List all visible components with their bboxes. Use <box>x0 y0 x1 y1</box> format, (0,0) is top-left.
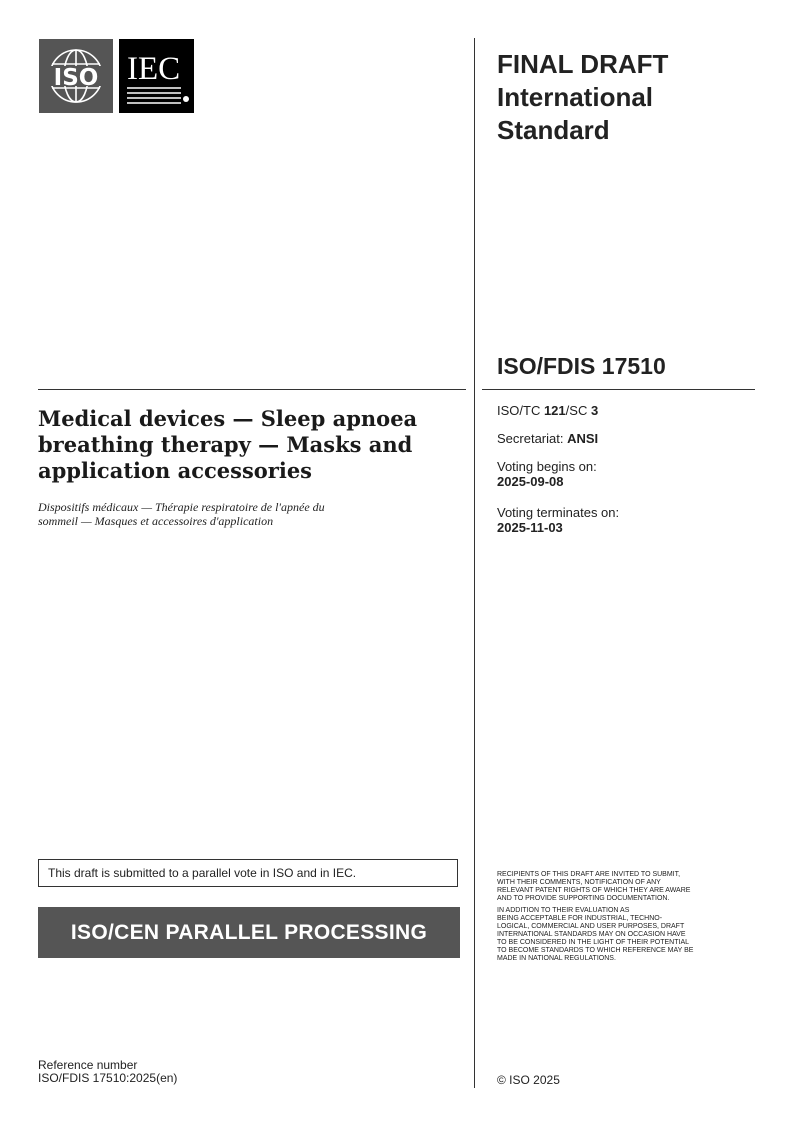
tc-number: 121 <box>543 403 566 418</box>
final-draft-line-3: Standard <box>497 115 610 145</box>
reference-number <box>38 1059 177 1085</box>
reference-value: ISO/FDIS 17510:2025(en) <box>38 1071 178 1085</box>
voting-terminates <box>497 505 619 535</box>
reference-label: Reference number <box>38 1058 138 1072</box>
vertical-divider <box>474 38 475 1088</box>
voting-begins-date: 2025-09-08 <box>497 474 564 489</box>
iso-logo-text: ISO <box>53 65 99 91</box>
tc-prefix: ISO/TC <box>497 403 544 418</box>
french-title-line-1: Dispositifs médicaux — Thérapie respiratoire de l'apnée du <box>38 500 325 514</box>
notice-line: TO BECOME STANDARDS TO WHICH REFERENCE MAY BE <box>497 947 694 954</box>
notice-line: RELEVANT PATENT RIGHTS OF WHICH THEY ARE AWARE <box>497 887 691 894</box>
iso-logo <box>39 39 113 113</box>
standard-number: ISO/FDIS 17510 <box>497 353 666 379</box>
notice-line: INTERNATIONAL STANDARDS MAY ON OCCASION HAVE <box>497 931 686 938</box>
notice-line: LOGICAL, COMMERCIAL AND USER PURPOSES, DRAFT <box>497 923 685 930</box>
notice-line: TO BE CONSIDERED IN THE LIGHT OF THEIR POTENTIAL <box>497 939 690 946</box>
sc-number: 3 <box>590 403 599 418</box>
parallel-vote-note: This draft is submitted to a parallel vote in ISO and in IEC. <box>38 859 458 887</box>
iec-logo <box>119 39 194 113</box>
secretariat <box>497 431 598 446</box>
parallel-processing-banner: ISO/CEN PARALLEL PROCESSING <box>38 907 460 958</box>
notice-line: WITH THEIR COMMENTS, NOTIFICATION OF ANY <box>497 879 661 886</box>
notice-line: AND TO PROVIDE SUPPORTING DOCUMENTATION. <box>497 895 670 902</box>
right-divider <box>482 389 755 390</box>
notice-line: MADE IN NATIONAL REGULATIONS. <box>497 955 616 962</box>
iso-globe-icon <box>39 39 113 113</box>
document-title <box>38 406 448 484</box>
secretariat-label: Secretariat: <box>497 431 568 446</box>
voting-terminates-label: Voting terminates on: <box>497 505 620 520</box>
notice-line: RECIPIENTS OF THIS DRAFT ARE INVITED TO SUBMIT, <box>497 871 681 878</box>
french-title <box>38 500 458 528</box>
voting-begins <box>497 459 597 489</box>
sc-prefix: /SC <box>565 403 591 418</box>
voting-terminates-date: 2025-11-03 <box>497 520 563 535</box>
technical-committee <box>497 403 598 418</box>
title-line-2: breathing therapy — Masks and <box>38 432 413 457</box>
recipients-notice <box>497 871 757 967</box>
french-title-line-2: sommeil — Masques et accessoires d'application <box>38 514 274 528</box>
iec-logo-text: IEC <box>127 51 181 87</box>
final-draft-line-2: International <box>497 82 654 112</box>
notice-paragraph-1 <box>497 871 757 903</box>
title-line-3: application accessories <box>38 458 313 483</box>
title-line-1: Medical devices — Sleep apnoea <box>38 406 418 431</box>
notice-paragraph-2 <box>497 907 757 963</box>
copyright: © ISO 2025 <box>497 1073 560 1087</box>
notice-line: BEING ACCEPTABLE FOR INDUSTRIAL, TECHNO- <box>497 915 663 922</box>
final-draft-heading <box>497 48 757 147</box>
left-divider <box>38 389 466 390</box>
notice-line: IN ADDITION TO THEIR EVALUATION AS <box>497 907 630 914</box>
secretariat-value: ANSI <box>567 431 599 446</box>
final-draft-line-1: FINAL DRAFT <box>497 49 669 79</box>
voting-begins-label: Voting begins on: <box>497 459 597 474</box>
